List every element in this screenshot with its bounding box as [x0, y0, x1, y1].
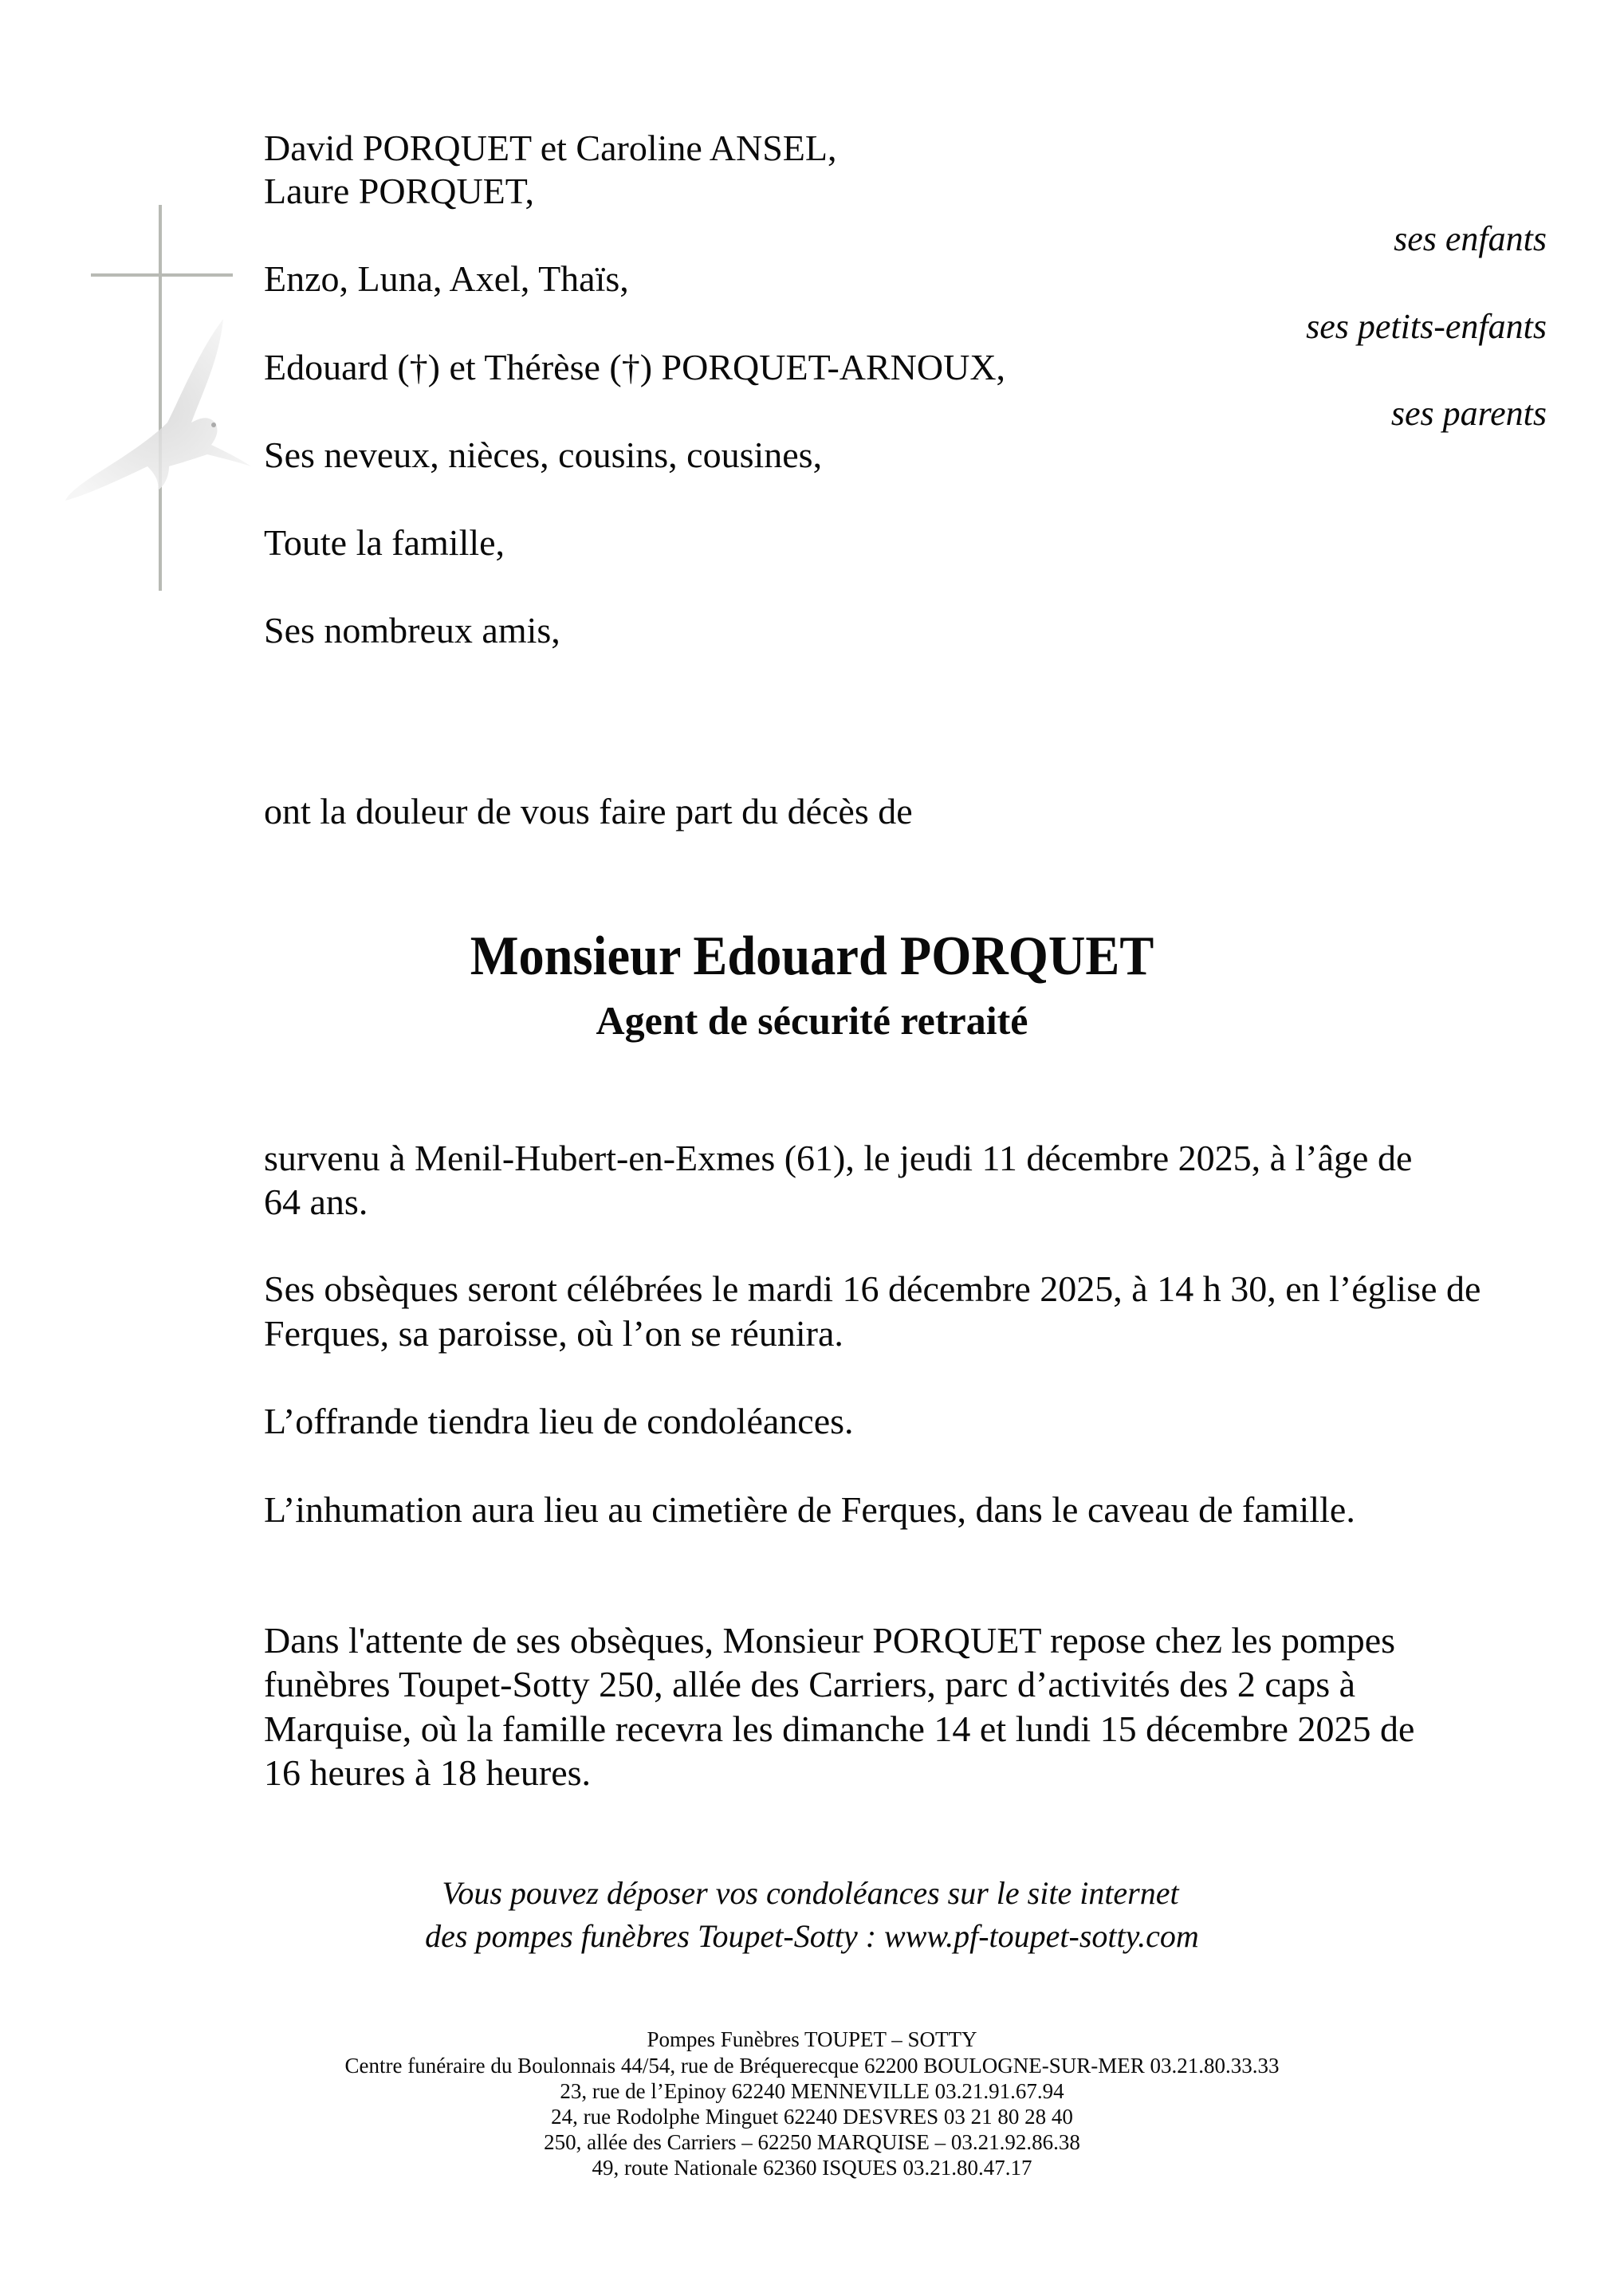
condolences-link[interactable]: des pompes funèbres Toupet-Sotty : www.pf-toupet-sotty.com — [425, 1918, 1199, 1954]
dove-icon — [64, 303, 255, 518]
condolences-line: Vous pouvez déposer vos condoléances sur le site internet — [442, 1875, 1179, 1911]
funeral-info-line: Ferques, sa paroisse, où l’on se réunira. — [264, 1313, 843, 1354]
rest-info-line: Dans l'attente de ses obsèques, Monsieur PORQUET repose chez les pompes — [264, 1620, 1396, 1661]
family-line: David PORQUET et Caroline ANSEL, — [264, 128, 837, 168]
family-line: Ses nombreux amis, — [264, 610, 560, 651]
relation-label: ses parents — [1390, 394, 1547, 433]
family-line: Ses neveux, nièces, cousins, cousines, — [264, 434, 823, 475]
announcement-intro: ont la douleur de vous faire part du décès de — [264, 791, 913, 832]
family-line: Toute la famille, — [264, 522, 505, 563]
family-line: Laure PORQUET, — [264, 171, 534, 211]
footer-address: 49, route Nationale 62360 ISQUES 03.21.80.47.17 — [592, 2156, 1032, 2180]
family-line: Edouard (†) et Thérèse (†) PORQUET-ARNOUX, — [264, 347, 1006, 387]
offering-info: L’offrande tiendra lieu de condoléances. — [264, 1401, 854, 1441]
rest-info-line: funèbres Toupet-Sotty 250, allée des Carriers, parc d’activités des 2 caps à — [264, 1664, 1356, 1704]
deceased-name: Monsieur Edouard PORQUET — [470, 926, 1154, 987]
relation-label: ses petits-enfants — [1306, 307, 1547, 346]
death-info-line: survenu à Menil-Hubert-en-Exmes (61), le jeudi 11 décembre 2025, à l’âge de — [264, 1138, 1413, 1178]
burial-info: L’inhumation aura lieu au cimetière de Ferques, dans le caveau de famille. — [264, 1489, 1355, 1530]
rest-info-line: 16 heures à 18 heures. — [264, 1752, 592, 1793]
footer-address: 24, rue Rodolphe Minguet 62240 DESVRES 03 21 80 28 40 — [551, 2105, 1073, 2129]
family-line: Enzo, Luna, Axel, Thaïs, — [264, 258, 629, 299]
funeral-info-line: Ses obsèques seront célébrées le mardi 16 décembre 2025, à 14 h 30, en l’église de — [264, 1268, 1481, 1309]
deceased-profession: Agent de sécurité retraité — [596, 998, 1028, 1043]
rest-info-line: Marquise, où la famille recevra les dimanche 14 et lundi 15 décembre 2025 de — [264, 1708, 1415, 1749]
death-info-line: 64 ans. — [264, 1181, 368, 1222]
relation-label: ses enfants — [1394, 219, 1547, 258]
footer-address: 23, rue de l’Epinoy 62240 MENNEVILLE 03.21.91.67.94 — [560, 2079, 1064, 2103]
cross-horizontal-bar — [91, 273, 233, 277]
footer-address: 250, allée des Carriers – 62250 MARQUISE – 03.21.92.86.38 — [544, 2130, 1080, 2154]
footer-address: Centre funéraire du Boulonnais 44/54, rue de Bréquerecque 62200 BOULOGNE-SUR-MER 03.21.80.33.33 — [344, 2054, 1280, 2078]
footer-company: Pompes Funèbres TOUPET – SOTTY — [647, 2027, 977, 2051]
